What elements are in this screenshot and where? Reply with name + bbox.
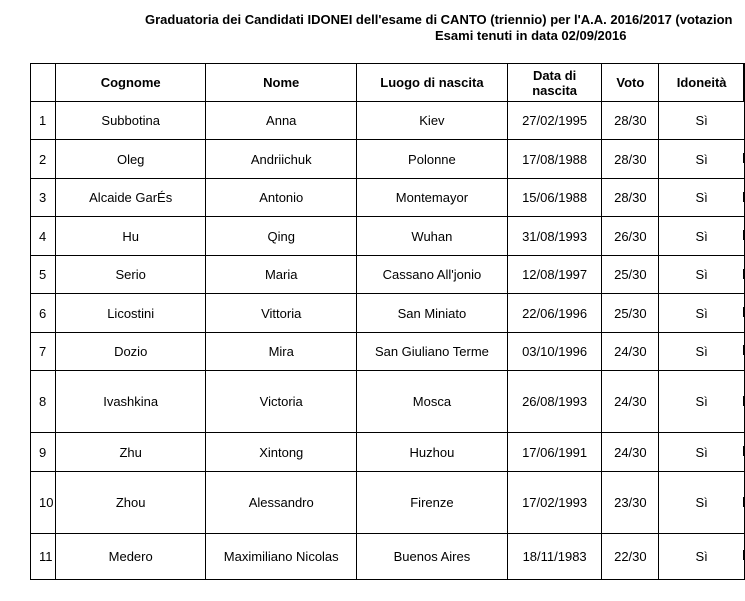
cell-idoneita: Sì <box>659 217 745 256</box>
cell-idoneita: Sì <box>659 256 745 294</box>
header-num <box>31 64 56 102</box>
cell-voto: 22/30 <box>602 534 659 580</box>
cell-luogo: Mosca <box>357 371 508 433</box>
cell-voto: 28/30 <box>602 140 659 179</box>
cell-luogo: Polonne <box>357 140 508 179</box>
cell-cognome: Subbotina <box>55 102 205 140</box>
cell-luogo: Firenze <box>357 472 508 534</box>
cell-data: 17/02/1993 <box>507 472 602 534</box>
cell-voto: 24/30 <box>602 433 659 472</box>
table-row <box>31 140 745 179</box>
cell-data: 27/02/1995 <box>507 102 602 140</box>
cell-idoneita: Sì <box>659 140 745 179</box>
header-voto: Voto <box>602 64 659 102</box>
cell-luogo: Buenos Aires <box>357 534 508 580</box>
cell-cognome: Oleg <box>55 140 205 179</box>
cell-cognome: Serio <box>55 256 205 294</box>
cell-voto: 23/30 <box>602 472 659 534</box>
cell-voto: 25/30 <box>602 294 659 333</box>
cell-data: 17/08/1988 <box>507 140 602 179</box>
cell-num: 2 <box>31 140 56 179</box>
table-header-row <box>31 64 745 102</box>
cell-nome: Vittoria <box>206 294 357 333</box>
header-data: Data di nascita <box>507 64 602 102</box>
cell-data: 17/06/1991 <box>507 433 602 472</box>
cell-data: 22/06/1996 <box>507 294 602 333</box>
cell-voto: 24/30 <box>602 371 659 433</box>
cell-voto: 25/30 <box>602 256 659 294</box>
cell-cognome: Medero <box>55 534 205 580</box>
table-row <box>31 179 745 217</box>
cell-voto: 28/30 <box>602 179 659 217</box>
header-idoneita: Idoneità <box>659 64 745 102</box>
cell-num: 3 <box>31 179 56 217</box>
cell-luogo: Kiev <box>357 102 508 140</box>
table-row <box>31 333 745 371</box>
table-row <box>31 256 745 294</box>
cell-data: 31/08/1993 <box>507 217 602 256</box>
table-row <box>31 433 745 472</box>
cell-cognome: Licostini <box>55 294 205 333</box>
table-row <box>31 371 745 433</box>
cell-data: 18/11/1983 <box>507 534 602 580</box>
cell-data: 26/08/1993 <box>507 371 602 433</box>
table-row <box>31 294 745 333</box>
cell-cognome: Zhu <box>55 433 205 472</box>
cell-luogo: Wuhan <box>357 217 508 256</box>
table-row <box>31 102 745 140</box>
cell-nome: Antonio <box>206 179 357 217</box>
cell-num: 8 <box>31 371 56 433</box>
cell-num: 9 <box>31 433 56 472</box>
cell-nome: Andriichuk <box>206 140 357 179</box>
cell-num: 6 <box>31 294 56 333</box>
cell-nome: Alessandro <box>206 472 357 534</box>
header-nome: Nome <box>206 64 357 102</box>
cell-cognome: Zhou <box>55 472 205 534</box>
cell-idoneita: Sì <box>659 433 745 472</box>
cell-nome: Mira <box>206 333 357 371</box>
cell-cognome: Ivashkina <box>55 371 205 433</box>
cell-data: 03/10/1996 <box>507 333 602 371</box>
cell-idoneita: Sì <box>659 534 745 580</box>
cell-num: 11 <box>31 534 56 580</box>
cell-num: 1 <box>31 102 56 140</box>
cell-voto: 24/30 <box>602 333 659 371</box>
cell-voto: 26/30 <box>602 217 659 256</box>
table-row <box>31 217 745 256</box>
cell-num: 10 <box>31 472 56 534</box>
header-cognome: Cognome <box>55 64 205 102</box>
cell-num: 7 <box>31 333 56 371</box>
ranking-table <box>30 63 745 580</box>
cell-cognome: Alcaide GarÉs <box>55 179 205 217</box>
cell-nome: Xintong <box>206 433 357 472</box>
cell-num: 5 <box>31 256 56 294</box>
cell-voto: 28/30 <box>602 102 659 140</box>
cell-nome: Maximiliano Nicolas <box>206 534 357 580</box>
cell-nome: Qing <box>206 217 357 256</box>
title-line-1: Graduatoria dei Candidati IDONEI dell'esame di CANTO (triennio) per l'A.A. 2016/2017 (votazion <box>145 12 733 27</box>
cell-luogo: San Miniato <box>357 294 508 333</box>
cell-luogo: Huzhou <box>357 433 508 472</box>
cell-cognome: Dozio <box>55 333 205 371</box>
table-row <box>31 534 745 580</box>
table-row <box>31 472 745 534</box>
cell-luogo: Cassano All'jonio <box>357 256 508 294</box>
cell-luogo: Montemayor <box>357 179 508 217</box>
cell-idoneita: Sì <box>659 371 745 433</box>
cell-nome: Victoria <box>206 371 357 433</box>
title-line-2: Esami tenuti in data 02/09/2016 <box>435 28 627 43</box>
cell-idoneita: Sì <box>659 333 745 371</box>
cell-nome: Maria <box>206 256 357 294</box>
cell-data: 15/06/1988 <box>507 179 602 217</box>
cell-idoneita: Sì <box>659 472 745 534</box>
header-luogo: Luogo di nascita <box>357 64 508 102</box>
cell-data: 12/08/1997 <box>507 256 602 294</box>
cell-idoneita: Sì <box>659 179 745 217</box>
cell-cognome: Hu <box>55 217 205 256</box>
cell-num: 4 <box>31 217 56 256</box>
cell-idoneita: Sì <box>659 102 745 140</box>
cell-luogo: San Giuliano Terme <box>357 333 508 371</box>
cell-nome: Anna <box>206 102 357 140</box>
cell-idoneita: Sì <box>659 294 745 333</box>
document-title <box>145 12 745 44</box>
